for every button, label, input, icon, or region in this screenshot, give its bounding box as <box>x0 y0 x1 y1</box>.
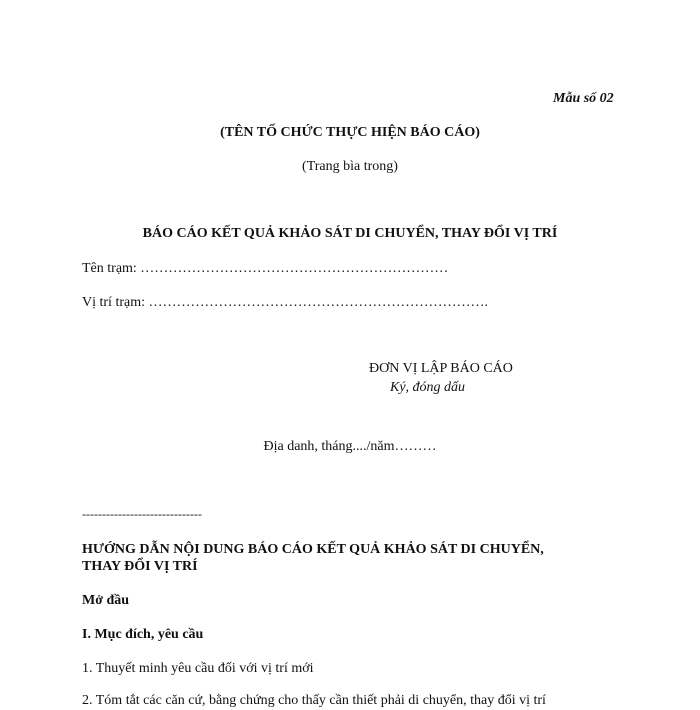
guide-title-line-1: HƯỚNG DẪN NỘI DUNG BÁO CÁO KẾT QUẢ KHẢO SÁT DI CHUYỂN, <box>82 542 544 557</box>
intro-heading: Mở đầu <box>82 593 130 608</box>
item-1: 1. Thuyết minh yêu cầu đối với vị trí mới <box>82 661 314 676</box>
organization-name: (TÊN TỐ CHỨC THỰC HIỆN BÁO CÁO) <box>220 125 480 140</box>
station-location-field: Vị trí trạm: ………………………………………………………………. <box>82 295 488 310</box>
guide-title-line-2: THAY ĐỔI VỊ TRÍ <box>82 559 198 574</box>
cover-note: (Trang bìa trong) <box>302 159 398 174</box>
signing-unit: ĐƠN VỊ LẬP BÁO CÁO <box>369 361 513 376</box>
station-name-field: Tên trạm: ………………………………………………………… <box>82 261 449 276</box>
report-title: BÁO CÁO KẾT QUẢ KHẢO SÁT DI CHUYỂN, THAY ĐỔI VỊ TRÍ <box>142 226 558 241</box>
item-2-partial: 2. Tóm tắt các căn cứ, bằng chứng cho thấy cần thiết phải di chuyển, thay đổi vị trí <box>82 693 546 708</box>
section-1-heading: I. Mục đích, yêu cầu <box>82 627 204 642</box>
form-number: Mẫu số 02 <box>553 91 614 106</box>
footnote-separator: ------------------------------ <box>82 507 202 521</box>
sign-note: Ký, đóng dấu <box>390 380 466 395</box>
place-date: Địa danh, tháng..../năm……… <box>263 439 437 454</box>
